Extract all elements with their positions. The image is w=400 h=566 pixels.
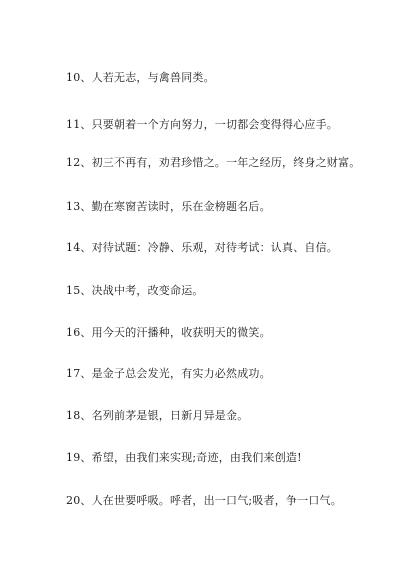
quote-line-17: 17、是金子总会发光，有实力必然成功。: [66, 367, 271, 380]
quote-line-13: 13、勤在寒窗苦读时，乐在金榜题名后。: [66, 200, 271, 213]
quote-line-19: 19、希望，由我们来实现;奇迹，由我们来创造!: [66, 451, 302, 464]
quote-line-15: 15、决战中考，改变命运。: [66, 284, 204, 297]
quote-line-20: 20、人在世要呼吸。呼者，出一口气;吸者，争一口气。: [66, 494, 342, 507]
quote-line-14: 14、对待试题：冷静、乐观，对待考试：认真、自信。: [66, 241, 338, 254]
quote-line-18: 18、名列前茅是银，日新月异是金。: [66, 409, 249, 422]
quote-line-11: 11、只要朝着一个方向努力，一切都会变得得心应手。: [66, 118, 338, 131]
quote-line-16: 16、用今天的汗播种，收获明天的微笑。: [66, 326, 271, 339]
quote-line-12: 12、初三不再有，劝君珍惜之。一年之经历，终身之财富。: [66, 156, 361, 169]
quote-line-10: 10、人若无志，与禽兽同类。: [66, 71, 215, 84]
